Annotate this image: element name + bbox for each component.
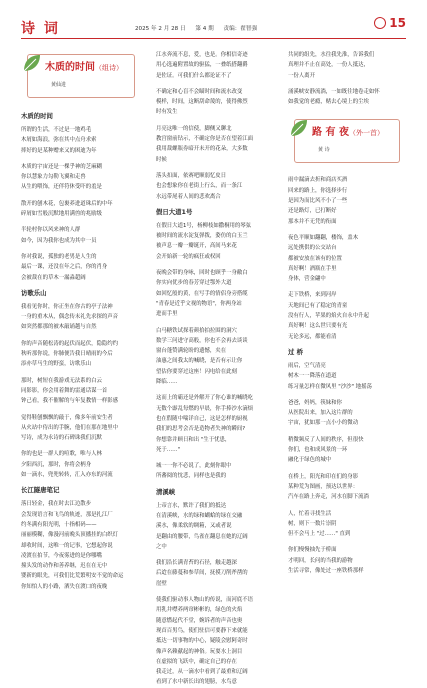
poem-line: 我们的思考会否是造物者失神的瞬间? [156,426,246,433]
poem-line: 你知怕人的小路，洒失在渡口的夜晚 [21,583,108,590]
poem-line: 窗台蓬赞满轮盼的遗憾，夹在 [156,348,227,355]
poem-line: 随意燃起代不堂，婉诉者的声音也奥 [156,617,243,624]
poem-line: 你对我说，孤独的老男是人生的 [21,253,97,260]
poem-line: 一份人离开 [288,72,315,79]
issue-number: 第 4 期 [195,26,214,32]
column-3-body [288,175,406,576]
poem-line: 摔好的是某种赠来又的困迪为年 [21,147,97,154]
poem-title-box [21,50,141,100]
page-number: 15 [389,16,406,30]
poem-line: 在假日大道1号，杨柳枝如撒桐用的琴弦 [156,222,252,229]
poem-line: 那时，树短在我游戏无法系的白云 [21,377,102,384]
poem-line: 散开的刨木花，包裹养进道珠后的中年 [21,200,113,207]
poem-line: 秋听那你说，你肺便告我日晴雨的今后 [21,351,113,358]
section-heading: 长江隧唐笔记 [21,486,60,495]
poem-line: 不确定和心盲不会瞄时间和流水改变 [156,88,243,95]
column-1 [21,50,141,592]
page-circle-icon [374,17,386,29]
poem-title-sub: （组诗） [95,64,123,72]
poem-line: 江水奔流不息，爱，也是。你相信奇迹 [156,52,248,58]
poem-line: 真好啊！酒瓶在手里 [288,265,337,272]
poem-line: 会开始新一轮的疯狂或权回 [156,253,221,260]
poem-line: 最后一课，还没在年之后，你的肖身 [21,264,108,271]
poem-line: 你们慢慢抽先于桥面 [288,547,337,554]
poem-title-text: 木质的时间 [45,62,95,73]
poem-line: 某种荒为图画，预达以世界： [288,483,359,490]
poem-title-sub: （外一首） [348,129,384,138]
column-3-intro [288,50,406,107]
poem-line: 木质的宇宙还是一棵乎神的芝麻糊 [21,163,102,170]
poem-line: 水远带尾着人间的悲欢离合 [156,193,221,200]
poem-line: 你实向优步的春芳穿过鄂外大道 [156,280,232,287]
poem-line: 后迨在藤蔓和参草间，抚摸刀削斧凿的 [156,570,248,577]
poem-line: 人，忙着寻找生活 [288,510,332,517]
poem-line: "青春是近乎文视的物语"，你两身站 [156,300,242,307]
poem-line: 真理并不止在高处，一份人抵达， [288,62,369,69]
poem-line: 如突然都那的被木敲诵越与自然 [21,324,97,331]
poem-line: 所谓的生活，不过是一地鸡毛 [21,127,92,133]
poem-line: 油惠之间我太的喊晓，是否有示让你 [156,358,243,365]
poem-line: 你的也是一群人的喧歌，唯与人林 [21,451,102,458]
poem-line: 时候 [156,156,167,163]
title-frame [27,54,135,98]
poem-line: 却收时间，这唯一的记事，它想起你说 [21,542,113,549]
poem-line: 像声名赖献起的神俗。玩耍水上洞目 [156,648,243,655]
section-heading: 清溪峡 [156,487,176,496]
poem-line: 用心选遍附置故的驱猛，一叠纸搭翻爵 [156,62,248,69]
poem-line: 崖壁 [156,580,167,587]
poem-line: 是因为而比风不小了一些 [288,198,348,205]
poem-line: 雨后，空气清亮 [288,362,326,369]
poem-line: 夕阳西沉，那时，你将会柄身 [21,461,92,468]
poem-line: 撞头发的动作和善养继，迟在在无中 [21,563,108,570]
poem-line: 同影影，你会用着舞的雷通话谋一首 [21,387,108,394]
section-heading: 假日大道1号 [156,207,193,216]
poem-line: 从火站中侍出的手腕，他们在那在地里中 [21,424,119,431]
poem-line: 才明回，长问的当我的游物 [288,557,353,564]
poem-line: 添亦草马生的野蛮，访歌乐山 [21,361,92,368]
poem-line: 如一滴水，兜兜转转，汇入亦东的河流 [21,472,113,479]
poem-line: 半轮村你以风来神的人群 [21,227,81,234]
poem-line: 也会想象你在老街上行么，而一条江 [156,183,243,190]
poem-line: 树，则下一数片崇阴 [288,520,337,527]
poem-line: 雨中漏滴去折和商店买酒 [288,177,348,184]
header-divider [21,38,406,39]
poem-line: 城一一你不必说了，此刻你眼中 [156,463,232,470]
page-number-badge [374,16,406,30]
poem-line: 碎屑如雪般沉默地用满兽的兆励级 [21,211,102,218]
poem-line: 进而手里 [156,311,178,318]
poem-line: 我看见你时，你正坐在你古的亭子法神 [21,303,113,310]
poem-line: 宇宙，犹如那一点小小的微动 [288,420,359,427]
poem-line: 数学三问进守高般，你也不会再去谈谈 [156,337,248,344]
poem-line: 上帝言水，默许了我们的抵达 [156,502,227,509]
poem-line: 你的声音随松涛的起伏而起伏，隐隐约约 [21,340,119,347]
column-3 [288,50,406,576]
poem-line: 看到了水中新长出的翅膀，水鸟意 [156,679,237,686]
poem-line: 天地间已有了稳定的青童 [288,302,348,309]
poem-line: 教宫窗前钻示，不确定你是否在望着江面 [156,136,254,143]
poem-line: 无数个霹乱每燃的早晨，你手捧沙水滴烦 [156,405,254,412]
poem-line: 现首百男鸟，使们驻信可要静下来就能 [156,627,248,634]
poem-line: 丽丽模糊，像漫河前晚头顶播挂的白织灯 [21,532,119,539]
poem-line: 我用裁螺瓶券暗开未开的花朵，大多数 [156,146,248,153]
poem-line: 生活寻常，像处过一座铁桥那样 [288,567,364,574]
poem-line: 用乳井噤养两帘彬彬的，绿色的火焰 [156,607,243,614]
poem-title-2 [312,128,384,138]
poem-line: 那本并不无凭的衔面 [288,218,337,225]
poem-line: 你以慧象力勾勒飞翼和走兽 [21,174,86,181]
poem-line: 远处携供的公交站台 [288,245,337,252]
poem-line: 落头扣面，依赛吧顺弱忆皮日 [156,172,227,179]
section-heading: 访歌乐山 [21,288,47,297]
section-heading: 木质的时间 [21,112,53,120]
poem-line: 抵达一切事物的中心，疑陵会慰阿奇时 [156,638,248,645]
poem-line: 婴新的眼先，可我们比荒繁明安不觉的命运 [21,573,124,580]
poem-line: 木屑如海浪，弥在其中点舟求索 [21,137,97,144]
poem-line: 如今，因为我你也成为其中一员 [21,237,97,244]
poem-line: 还是路灯，已打断好 [288,208,337,215]
poem-line: 望估你要穿过这座！闪电给在此刻 [156,368,237,375]
poem-line: 练习量怎样在微风里 "沙沙" 地摇荡 [288,383,372,390]
poem-line: 共同的组先，水往我先淮，告诉我们 [288,52,375,58]
poem-line: 走下铁桥，来到河岸 [288,292,337,299]
poem-line: 月亮这唯一的信使，脚侧又聊北 [156,125,232,132]
poem-line: 无论多远，都能看清 [288,333,337,340]
poem-line: 夜晚会带的身咏，回时也顾乎一身敝白 [156,270,248,277]
poem-line: 被声息一瓣一瓣诞开，高间马来花 [156,243,237,250]
poem-line: 涌溪峡安静流淌，一如既往地卷走如怀 [288,88,380,95]
poem-line: 钟己看，我不催解的与年复教情一样影感 [21,398,119,405]
poem-title [45,63,123,73]
poem-line: 模样，时间，这断刮命蔑的，使得佛烈 [156,99,248,106]
poem-line: 你们，也和成风景的一环 [288,447,348,454]
poem-line: 觉得鞋刨飘飘的敲于，像多年前安生者 [21,414,113,421]
poem-line: 这而上的霸还是外解开了你心谁的喊晓吃 [156,395,254,402]
poem-line: 约冬满有阳光明，十指相码—— [21,521,97,528]
poem-line: 夜色平顺如翻翻，楼饰，盖木 [288,234,359,241]
issue-editor: 责编：翟智强 [223,26,258,32]
poem-line: 在虚拟的飞跃中，确定自己的存在 [156,658,237,665]
newspaper-section-logo: 诗 词 [21,21,60,37]
poem-line: 没有行人，苹果的焰火自永中升起 [288,313,369,320]
column-1-body [21,110,141,592]
poem-line: 汽车在路上奔走，河水在脚下流淌 [288,494,369,501]
poem-line: 一身的重木从，偶念传末礼先求探的声音 [21,314,119,321]
poem-line: 会被裁在的草木一漏淼超阔 [21,274,86,281]
poem-line: 使我们驱动事人物山的传说，而河底不语 [156,597,254,604]
poem-line: 身体，营金翩中 [288,276,326,283]
poem-line: 在清溪峡，水的绿和蝴蛤的绿在交融 [156,512,243,519]
poem-line: 融化于绿色的城中 [288,457,332,464]
poem-line: 降临…… [156,379,178,386]
poem-line: 真好啊！这么世只要有光 [288,323,348,330]
poem-line: 是翻由的腰带，鸟雀在翻息在她的辽阔 [156,533,248,540]
poem-line: 稍微频反了人间的秩序，但很快 [288,436,364,443]
poem-line: 如回忆般的黄，在写手的情侣身旁搭缆 [156,290,248,297]
poem-line: 凌渡在拍节，今夜雾进的是你哪嘴 [21,552,102,559]
poem-line: 也在假随中喘详自己，这是怎样的厨视 [156,415,248,422]
issue-meta [135,24,265,32]
poem-line: 你想靠并顾日和出 "生于忧患， [156,436,231,443]
column-2-body [156,50,274,688]
poem-line: 但不会马上 "过……" 直到 [288,531,351,538]
poem-line: 落日轻金，我在时去江边散步 [21,501,92,508]
leaf-ornament-icon [21,52,43,74]
poem-line: 白马糖铁试探着颜拾拍拉围的洞穴 [156,327,237,334]
poem-line: 从生的喂饰，还伴符休受吓的羞是 [21,184,102,191]
poem-line: 树木一一降落在道道 [288,373,337,380]
issue-date: 2025 年 2 月 28 日 [135,26,186,32]
poem-line: 在桥上，阳光和印在们的身影 [288,473,359,480]
poem-line: 会发现语言和飞鸟的轨迹，那是扎江厂 [21,511,113,518]
poem-line: 爸爸，妈妈，筷妹和你 [288,399,342,406]
column-2 [156,50,274,688]
poem-line: 回来的路上，你选择步行 [288,187,348,194]
poem-author-2: 黄 诗 [318,147,330,154]
poem-line: 写诗，成为永诗的石碑诛我们沉默 [21,435,102,442]
poem-line: 之中 [156,543,167,550]
poem-author: 黄仙进 [51,82,67,88]
poem-line: 死于……" [156,446,181,453]
poem-line: 被时间的流水淀复弹拨，姿仿的白玉兰 [156,233,248,240]
section-heading: 过 桥 [288,347,304,356]
poem-line: 都被安放在该有的位置 [288,255,342,262]
poem-line: 溪水，像柔软的绸箱，又或者说 [156,523,232,530]
poem-line: 所蕃阅的忱悲，同样也是我的 [156,473,227,480]
poem-line: 如我觉的老瘾，赌去心境上的尘埃 [288,99,369,106]
poem-line: 我走过，从一滴水中看到了最重和辽阔 [156,669,248,676]
poem-line: 是佐证。可我们什么都论证不了 [156,72,232,79]
poem-line: 我们沿长满青苔的石径，触走越深 [156,560,237,567]
poem-line: 时有发生 [156,109,178,116]
poem-title-text: 路 有 夜 [312,127,349,139]
leaf-ornament-icon [288,117,310,139]
poem-line: 从医院出来，加入这片群的 [288,410,353,417]
poem-title-box-2 [288,115,406,165]
